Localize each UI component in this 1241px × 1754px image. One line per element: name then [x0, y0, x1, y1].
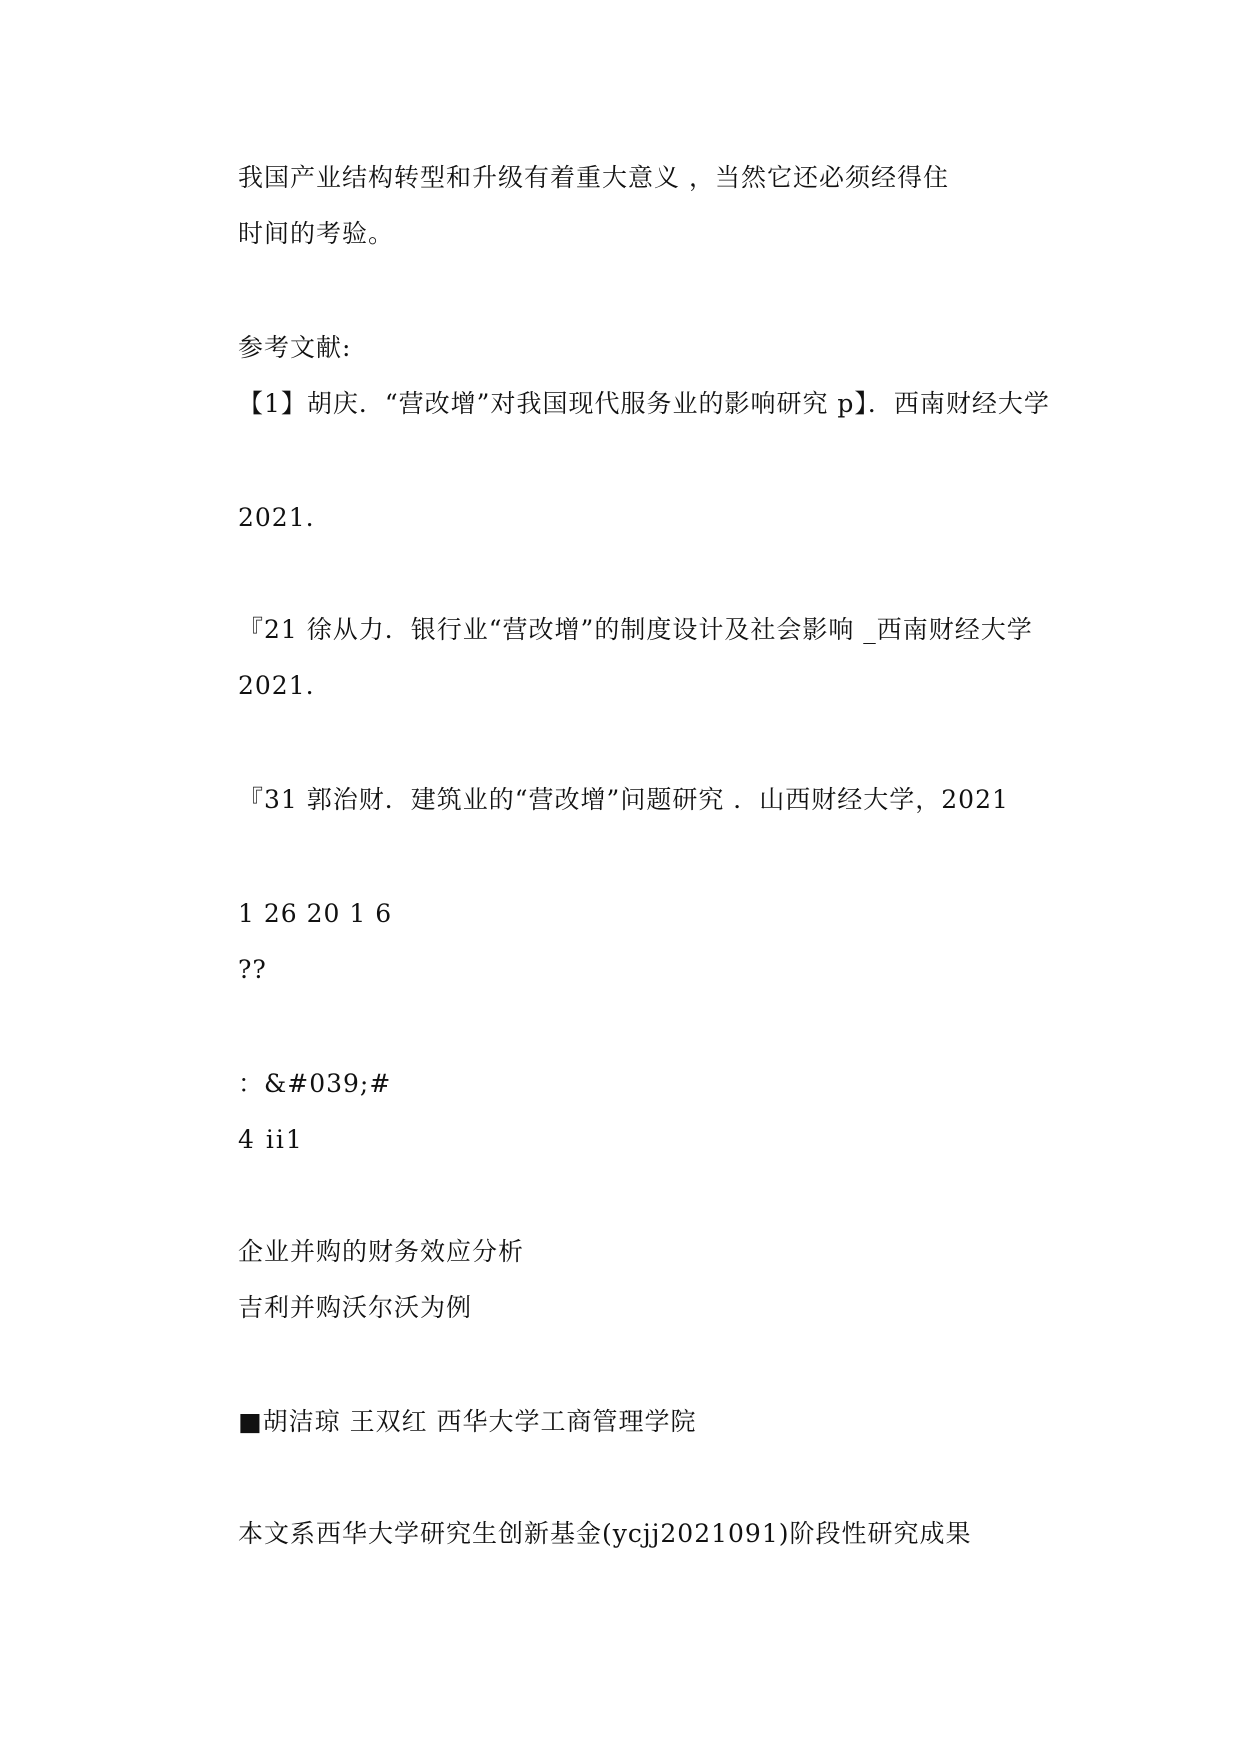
body-text-line: 时间的考验。: [238, 219, 395, 248]
text-fragment: 4 ii1: [238, 1125, 304, 1154]
body-text-line: 我国产业结构转型和升级有着重大意义 ，当然它还必须经得住: [238, 163, 949, 192]
reference-entry: 『21 徐从力．银行业“营改增”的制度设计及社会影响 _西南财经大学: [238, 615, 1033, 644]
article-title: 企业并购的财务效应分析: [238, 1237, 525, 1266]
reference-entry-continuation: 2021.: [238, 671, 315, 700]
references-heading: 参考文献:: [238, 333, 352, 362]
text-fragment: 1 26 20 1 6: [238, 899, 393, 928]
text-fragment: ??: [238, 955, 267, 984]
funding-note: 本文系西华大学研究生创新基金(ycjj2021091)阶段性研究成果: [238, 1519, 972, 1548]
reference-entry-continuation: 2021.: [238, 503, 315, 532]
reference-entry: 【1】胡庆．“营改增”对我国现代服务业的影响研究 p】．西南财经大学: [238, 389, 1050, 418]
text-fragment: ：&#039;#: [238, 1069, 392, 1098]
article-authors: ■胡洁琼 王双红 西华大学工商管理学院: [238, 1407, 697, 1436]
article-subtitle: 吉利并购沃尔沃为例: [238, 1293, 473, 1322]
reference-entry: 『31 郭治财．建筑业的“营改增”问题研究 ．山西财经大学，2021: [238, 785, 1009, 814]
